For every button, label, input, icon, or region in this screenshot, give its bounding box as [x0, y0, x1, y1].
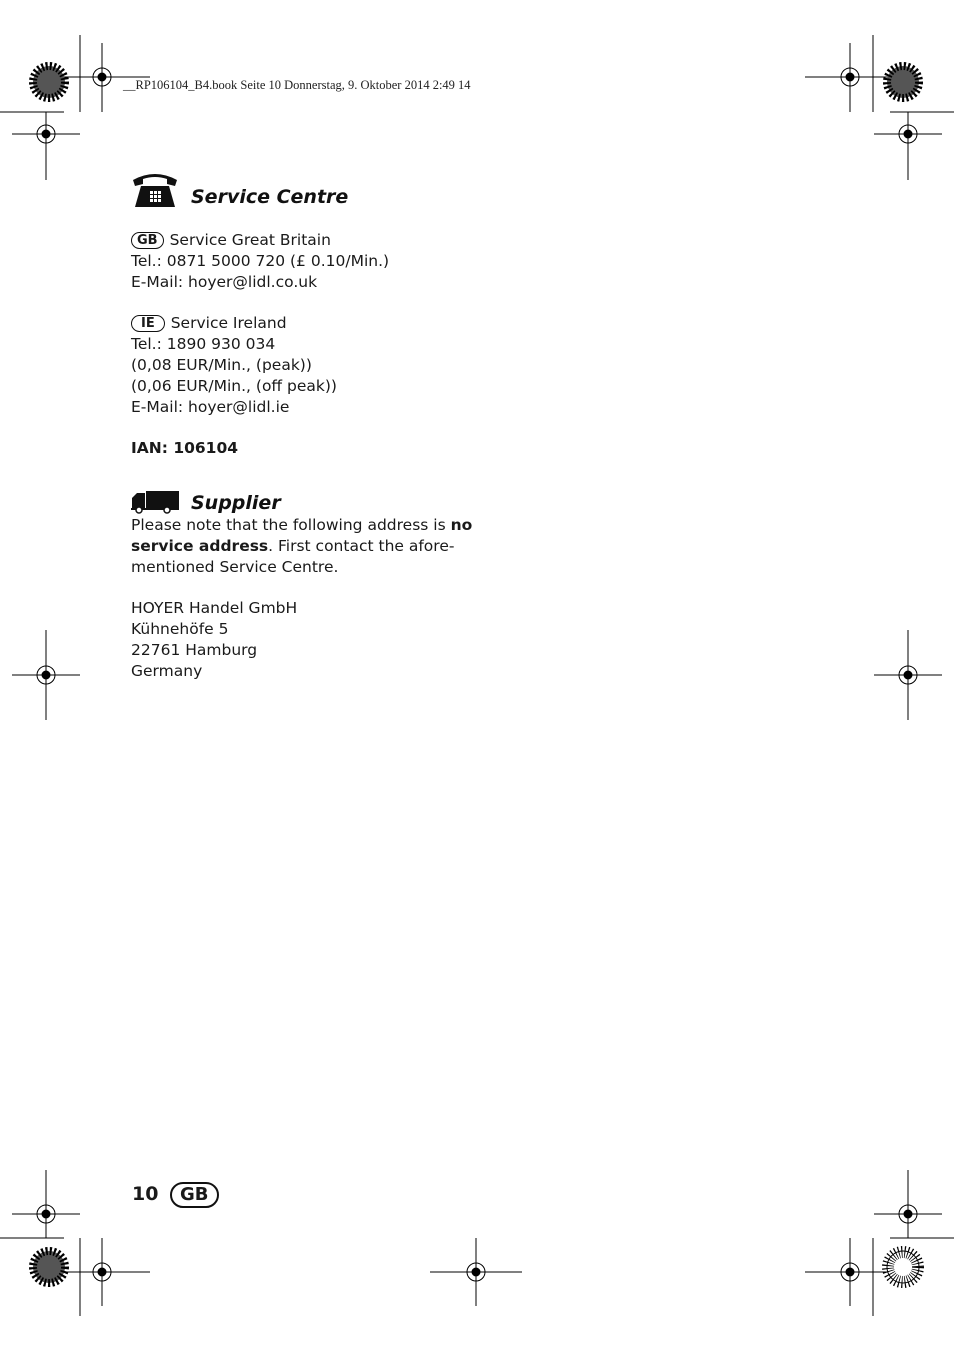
supplier-note-bold-no: no: [450, 516, 473, 534]
service-ie-tel: Tel.: 1890 930 034: [131, 335, 276, 353]
supplier-note-part2: . First contact the afore-: [268, 537, 455, 555]
service-ie-email: E-Mail: hoyer@lidl.ie: [131, 398, 290, 416]
service-gb-label-line: [131, 230, 331, 251]
service-ie-rate-peak: (0,08 EUR/Min., (peak)): [131, 356, 312, 374]
supplier-note-line-3: mentioned Service Centre.: [131, 558, 339, 576]
address-street: Kühnehöfe 5: [131, 620, 229, 638]
service-gb-label: Service Great Britain: [169, 231, 331, 249]
supplier-note-part1: Please note that the following address is: [131, 516, 451, 534]
service-ie-label: Service Ireland: [170, 314, 287, 332]
telephone-icon: [131, 170, 179, 208]
footer-country-badge: GB: [170, 1182, 219, 1208]
address-company: HOYER Handel GmbH: [131, 599, 298, 617]
service-gb-tel: Tel.: 0871 5000 720 (£ 0.10/Min.): [131, 252, 390, 270]
supplier-title: Supplier: [191, 492, 281, 514]
truck-icon: [131, 490, 179, 514]
gb-country-badge: GB: [131, 232, 164, 249]
service-gb-email: E-Mail: hoyer@lidl.co.uk: [131, 273, 318, 291]
address-city: 22761 Hamburg: [131, 641, 258, 659]
supplier-note-bold-service-address: service address: [131, 537, 269, 555]
ian-number: IAN: 106104: [131, 439, 239, 457]
ie-country-badge: IE: [131, 315, 165, 332]
address-country: Germany: [131, 662, 203, 680]
supplier-note-line-1: [131, 515, 472, 536]
service-ie-label-line: [131, 313, 287, 334]
page-number: 10: [132, 1183, 159, 1205]
service-centre-title: Service Centre: [191, 186, 349, 208]
service-ie-rate-offpeak: (0,06 EUR/Min., (off peak)): [131, 377, 337, 395]
print-header-info: __RP106104_B4.book Seite 10 Donnerstag, 9. Oktober 2014 2:49 14: [123, 78, 471, 92]
supplier-note-line-2: [131, 536, 454, 557]
